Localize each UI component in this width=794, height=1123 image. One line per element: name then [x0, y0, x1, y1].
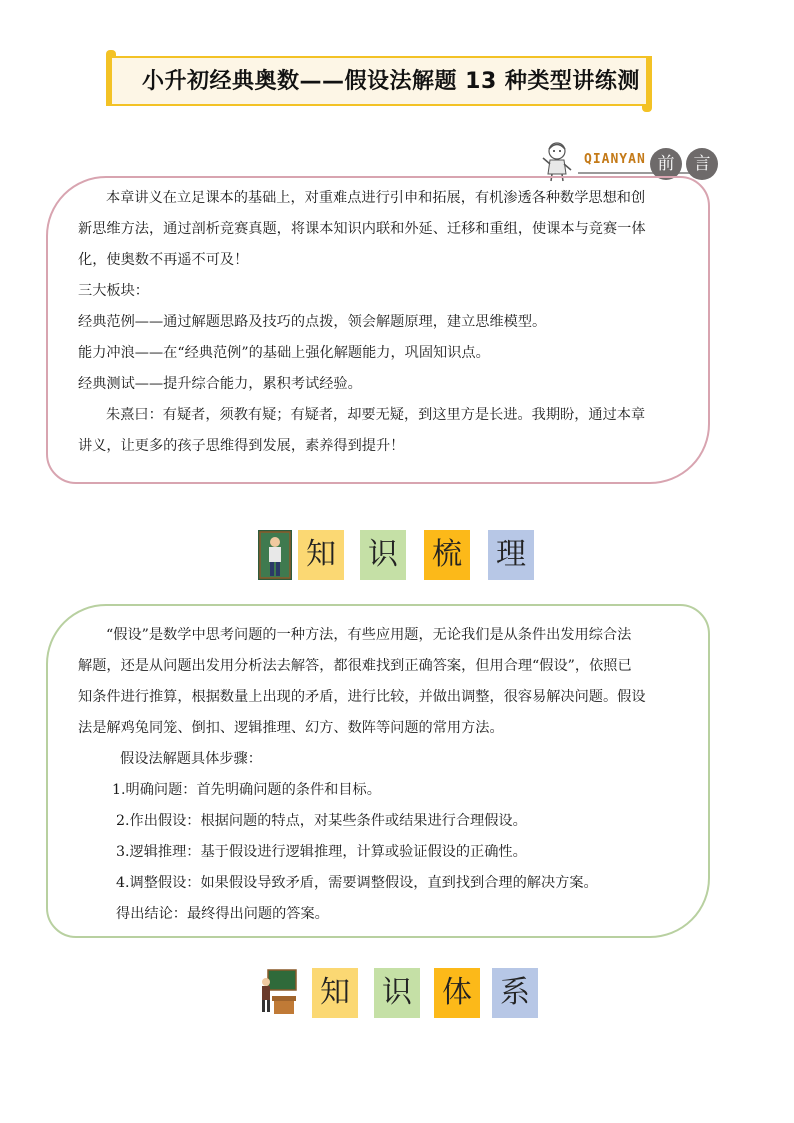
knowledge-line: 知条件进行推算，根据数量上出现的矛盾，进行比较，并做出调整，很容易解决问题。假设 — [78, 689, 646, 705]
knowledge-line: 解题，还是从问题出发用分析法去解答，都很难找到正确答案，但用合理“假设”，依照已 — [78, 658, 632, 674]
preface-line: 化，使奥数不再遥不可及！ — [78, 252, 249, 268]
preface-line: 经典范例——通过解题思路及技巧的点拨，领会解题原理，建立思维模型。 — [78, 314, 547, 330]
teacher-chalkboard-icon — [258, 530, 292, 580]
preface-line: 朱熹曰：有疑者，须教有疑；有疑者，却要无疑，到这里方是长进。我期盼，通过本章 — [106, 407, 646, 423]
preface-line: 能力冲浪——在“经典范例”的基础上强化解题能力，巩固知识点。 — [78, 345, 490, 361]
knowledge-line: 4.调整假设：如果假设导致矛盾，需要调整假设，直到找到合理的解决方案。 — [116, 875, 598, 891]
knowledge-line: 1.明确问题：首先明确问题的条件和目标。 — [112, 782, 381, 798]
knowledge-line: 假设法解题具体步骤： — [120, 751, 262, 767]
preface-badge-2: 言 — [686, 148, 718, 180]
knowledge-line: 2.作出假设：根据问题的特点，对某些条件或结果进行合理假设。 — [116, 813, 527, 829]
title-banner — [106, 56, 652, 106]
section-tile: 梳 — [424, 530, 470, 580]
section-heading-knowledge-system — [258, 968, 542, 1018]
section-tile: 识 — [360, 530, 406, 580]
section-tile: 理 — [488, 530, 534, 580]
preface-line: 三大板块： — [78, 283, 149, 299]
preface-line: 新思维方法，通过剖析竞赛真题，将课本知识内联和外延、迁移和重组，使课本与竞赛一体 — [78, 221, 646, 237]
knowledge-line: 法是解鸡兔同笼、倒扣、逻辑推理、幻方、数阵等问题的常用方法。 — [78, 720, 504, 736]
preface-line: 经典测试——提升综合能力，累积考试经验。 — [78, 376, 362, 392]
brand-label: QIANYAN — [584, 152, 646, 167]
section-heading-knowledge-review — [258, 530, 538, 580]
page-title: 小升初经典奥数——假设法解题 13 种类型讲练测 — [142, 69, 640, 94]
knowledge-line: 得出结论：最终得出问题的答案。 — [116, 906, 329, 922]
section-tile: 知 — [312, 968, 358, 1018]
knowledge-line: “假设”是数学中思考问题的一种方法，有些应用题，无论我们是从条件出发用综合法 — [106, 627, 632, 643]
section-tile: 系 — [492, 968, 538, 1018]
preface-line: 本章讲义在立足课本的基础上，对重难点进行引申和拓展，有机渗透各种数学思想和创 — [106, 190, 646, 206]
preface-line: 讲义，让更多的孩子思维得到发展，素养得到提升！ — [78, 438, 405, 454]
knowledge-line: 3.逻辑推理：基于假设进行逻辑推理，计算或验证假设的正确性。 — [116, 844, 527, 860]
preface-badge-1: 前 — [650, 148, 682, 180]
teacher-desk-icon — [258, 968, 298, 1018]
section-tile: 知 — [298, 530, 344, 580]
section-tile: 识 — [374, 968, 420, 1018]
section-tile: 体 — [434, 968, 480, 1018]
